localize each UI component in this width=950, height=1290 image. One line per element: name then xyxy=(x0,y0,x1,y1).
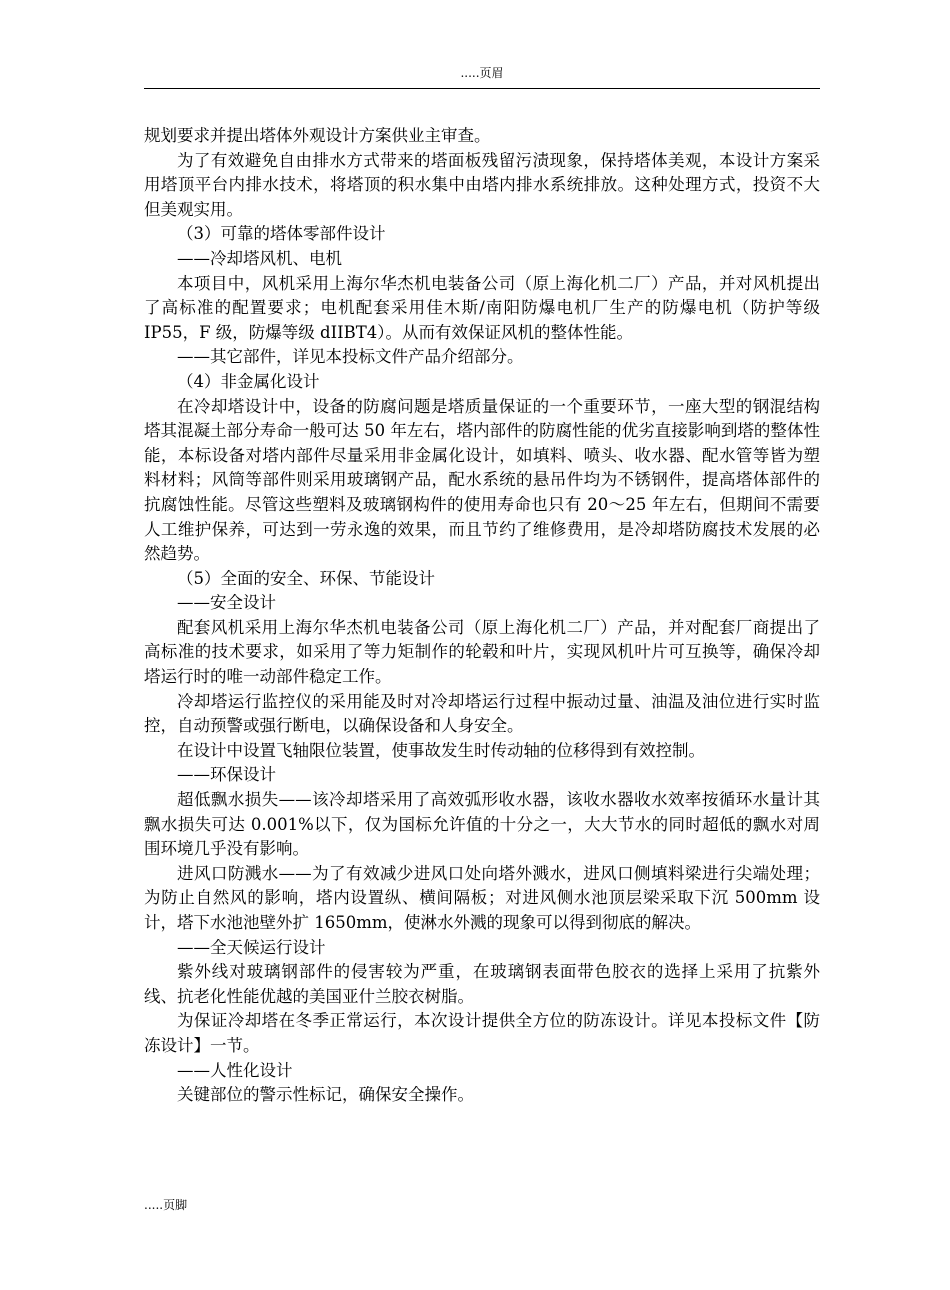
paragraph: 冷却塔运行监控仪的采用能及时对冷却塔运行过程中振动过量、油温及油位进行实时监控，自动预警或强行断电，以确保设备和人身安全。 xyxy=(144,691,820,736)
subsection-heading: ——冷却塔风机、电机 xyxy=(177,248,342,268)
paragraph: 配套风机采用上海尔华杰机电装备公司（原上海化机二厂）产品，并对配套厂商提出了高标准的技术要求，如采用了等力矩制作的轮毂和叶片，实现风机叶片可互换等，确保冷却塔运行时的唯一动部件稳定工作。 xyxy=(144,617,820,687)
paragraph: 为了有效避免自由排水方式带来的塔面板残留污渍现象，保持塔体美观，本设计方案采用塔顶平台内排水技术，将塔顶的积水集中由塔内排水系统排放。这种处理方式，投资不大但美观实用。 xyxy=(144,150,820,219)
subsection-heading: ——全天候运行设计 xyxy=(177,937,326,957)
paragraph: ——其它部件，详见本投标文件产品介绍部分。 xyxy=(177,347,524,367)
page-footer: .....页脚 xyxy=(144,1198,188,1212)
paragraph: 超低飘水损失——该冷却塔采用了高效弧形收水器，该收水器收水效率按循环水量计其飘水损失可达 0.001%以下，仅为国标允许值的十分之一，大大节水的同时超低的飘水对周围环境几乎没有影响。 xyxy=(144,790,820,859)
paragraph: 为保证冷却塔在冬季正常运行，本次设计提供全方位的防冻设计。详见本投标文件【防冻设计】一节。 xyxy=(144,1011,820,1055)
page-header: .....页眉 xyxy=(460,66,504,80)
subsection-heading: ——环保设计 xyxy=(177,765,276,785)
section-heading: （5）全面的安全、环保、节能设计 xyxy=(177,568,435,588)
section-heading: （3）可靠的塔体零部件设计 xyxy=(177,224,386,244)
subsection-heading: ——安全设计 xyxy=(177,593,276,613)
subsection-heading: ——人性化设计 xyxy=(177,1060,293,1080)
paragraph: 在冷却塔设计中，设备的防腐问题是塔质量保证的一个重要环节，一座大型的钢混结构塔其混凝土部分寿命一般可达 50 年左右，塔内部件的防腐性能的优劣直接影响到塔的整体性能，本标设备对塔内部件尽量采用非金属化设计，如填料、喷头、收水器、配水管等皆为塑料材料；风筒等部件则采用玻璃钢产品，配水系统的悬吊件均为不锈钢件，提高塔体部件的抗腐蚀性能。尽管这些塑料及玻璃钢构件的使用寿命也只有 20～25 年左右，但期间不需要人工维护保养，可达到一劳永逸的效果，而且节约了维修费用，是冷却塔防腐技术发展的必然趋势。 xyxy=(144,396,820,564)
paragraph: 关键部位的警示性标记，确保安全操作。 xyxy=(177,1085,474,1105)
header-rule xyxy=(144,88,820,89)
paragraph: 紫外线对玻璃钢部件的侵害较为严重，在玻璃钢表面带色胶衣的选择上采用了抗紫外线、抗老化性能优越的美国亚什兰胶衣树脂。 xyxy=(144,962,820,1006)
paragraph: 本项目中，风机采用上海尔华杰机电装备公司（原上海化机二厂）产品，并对风机提出了高标准的配置要求；电机配套采用佳木斯/南阳防爆电机厂生产的防爆电机（防护等级 IP55，F 级，防爆等级 dIIBT4）。从而有效保证风机的整体性能。 xyxy=(144,273,820,342)
paragraph: 进风口防溅水——为了有效减少进风口处向塔外溅水，进风口侧填料梁进行尖端处理；为防止自然风的影响，塔内设置纵、横间隔板；对进风侧水池顶层梁采取下沉 500mm 设计，塔下水池池壁外扩 1650mm，使淋水外溅的现象可以得到彻底的解决。 xyxy=(144,863,820,932)
paragraph: 规划要求并提出塔体外观设计方案供业主审查。 xyxy=(144,126,491,145)
section-heading: （4）非金属化设计 xyxy=(177,371,320,391)
document-body xyxy=(144,124,820,1108)
paragraph: 在设计中设置飞轴限位装置，使事故发生时传动轴的位移得到有效控制。 xyxy=(177,740,705,760)
